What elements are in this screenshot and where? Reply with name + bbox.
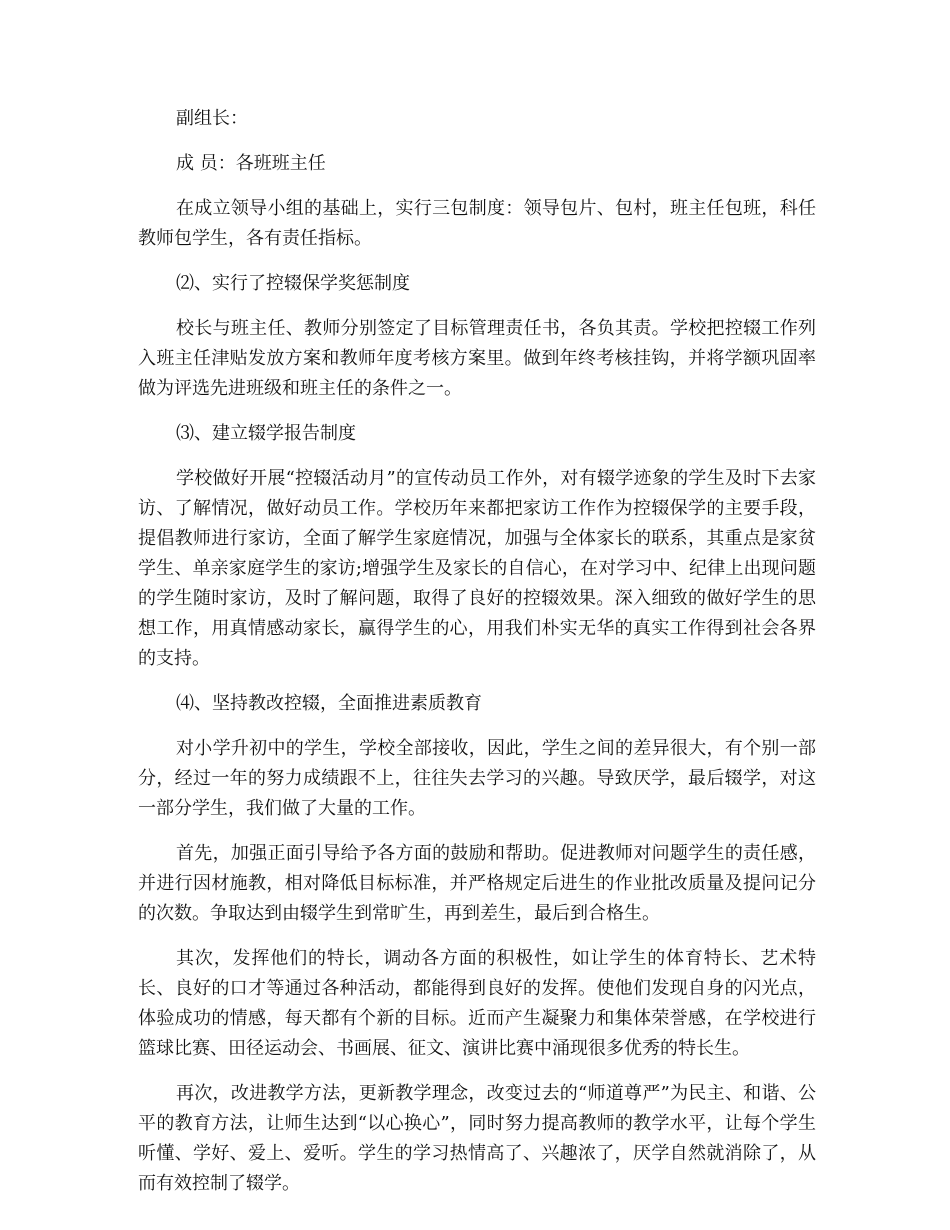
paragraph-student-differences: 对小学升初中的学生，学校全部接收，因此，学生之间的差异很大，有个别一部分，经过一年的努力成绩跟不上，往往失去学习的兴趣。导致厌学，最后辍学，对这一部分学生，我们做了大量的工作。 (138, 738, 816, 819)
paragraph-responsibility-contract: 校长与班主任、教师分别签定了目标管理责任书，各负其责。学校把控辍工作列入班主任津贴发放方案和教师年度考核方案里。做到年终考核挂钩，并将学额巩固率做为评选先进班级和班主任的条件之一。 (138, 318, 816, 399)
paragraph-three-contract-system: 在成立领导小组的基础上，实行三包制度：领导包片、包村，班主任包班，科任教师包学生，各有责任指标。 (138, 198, 816, 249)
paragraph-deputy-leader: 副组长： (176, 108, 248, 129)
heading-reward-punishment-system: ⑵、实行了控辍保学奖惩制度 (176, 273, 410, 294)
paragraph-members: 成 员：各班班主任 (176, 153, 326, 174)
paragraph-home-visits: 学校做好开展“控辍活动月”的宣传动员工作外，对有辍学迹象的学生及时下去家访、了解情况，做好动员工作。学校历年来都把家访工作作为控辍保学的主要手段，提倡教师进行家访，全面了解学生家庭情况，加强与全体家长的联系，其重点是家贫学生、单亲家庭学生的家访;增强学生及家长的自信心，在对学习中、纪律上出现问题的学生随时家访，及时了解问题，取得了良好的控辍效果。深入细致的做好学生的思想工作，用真情感动家长，赢得学生的心，用我们朴实无华的真实工作得到社会各界的支持。 (138, 468, 816, 669)
heading-dropout-reporting-system: ⑶、建立辍学报告制度 (176, 423, 356, 444)
paragraph-third-teaching-methods: 再次，改进教学方法，更新教学理念，改变过去的“师道尊严”为民主、和谐、公平的教育方法，让师生达到“以心换心”，同时努力提高教师的教学水平，让每个学生听懂、学好、爱上、爱听。学生的学习热情高了、兴趣浓了，厌学自然就消除了，从而有效控制了辍学。 (138, 1083, 816, 1194)
paragraph-first-guidance: 首先，加强正面引导给予各方面的鼓励和帮助。促进教师对问题学生的责任感，并进行因材施教，相对降低目标标准，并严格规定后进生的作业批改质量及提问记分的次数。争取达到由辍学生到常旷生，再到差生，最后到合格生。 (138, 843, 816, 924)
paragraph-second-strengths: 其次，发挥他们的特长，调动各方面的积极性，如让学生的体育特长、艺术特长、良好的口才等通过各种活动，都能得到良好的发挥。使他们发现自身的闪光点，体验成功的情感，每天都有个新的目标。近而产生凝聚力和集体荣誉感，在学校进行篮球比赛、田径运动会、书画展、征文、演讲比赛中涌现很多优秀的特长生。 (138, 948, 816, 1059)
heading-teaching-reform: ⑷、坚持教改控辍，全面推进素质教育 (176, 693, 482, 714)
document-body (138, 104, 816, 1214)
